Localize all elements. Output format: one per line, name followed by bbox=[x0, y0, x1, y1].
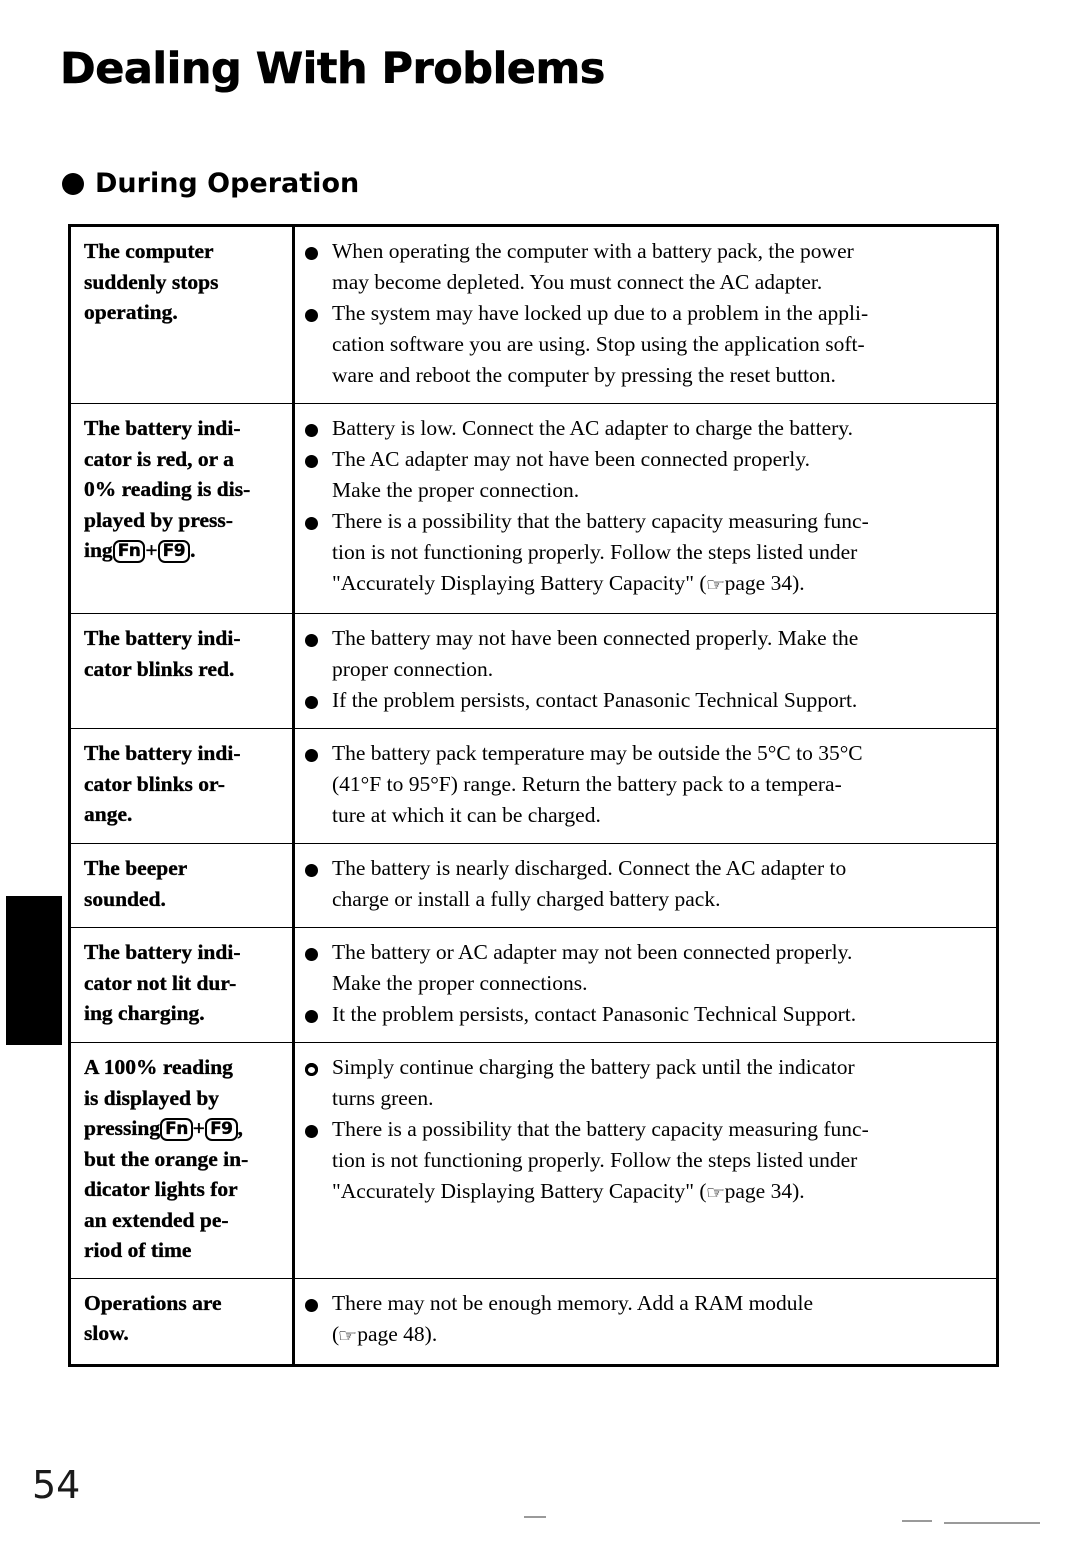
symptom-line: ing Fn + F9 . bbox=[84, 538, 196, 562]
filled-circle-icon bbox=[305, 506, 332, 530]
keycap-f9-icon: F9 bbox=[205, 1118, 237, 1141]
keycap-f9-icon: F9 bbox=[158, 540, 190, 563]
list-item bbox=[305, 738, 986, 831]
ringed-circle-icon bbox=[305, 1052, 332, 1076]
list-item bbox=[305, 413, 986, 444]
list-item bbox=[305, 685, 986, 716]
solution-line: (☞page 48). bbox=[332, 1319, 986, 1352]
filled-circle-icon bbox=[305, 413, 332, 437]
list-item bbox=[305, 298, 986, 391]
solution-line: (41°F to 95°F) range. Return the battery pack to a tempera- bbox=[332, 772, 842, 796]
symptom-cell bbox=[70, 1278, 294, 1365]
solution-line: turns green. bbox=[332, 1086, 434, 1110]
list-item bbox=[305, 506, 986, 601]
table-row bbox=[70, 404, 998, 614]
symptom-line: ange. bbox=[84, 802, 133, 826]
table-row bbox=[70, 729, 998, 844]
symptom-text bbox=[71, 844, 292, 926]
symptom-text bbox=[71, 928, 292, 1041]
symptom-line: cator blinks red. bbox=[84, 656, 235, 681]
solution-line: There is a possibility that the battery capacity measuring func- bbox=[332, 509, 869, 533]
symptom-text bbox=[71, 227, 292, 340]
solution-list bbox=[295, 928, 996, 1042]
solution-list bbox=[295, 729, 996, 843]
solution-text bbox=[332, 413, 986, 444]
solution-line: Make the proper connection. bbox=[332, 478, 580, 502]
solution-line: "Accurately Displaying Battery Capacity" (☞page 34). bbox=[332, 1176, 986, 1209]
chapter-thumb-tab bbox=[6, 896, 62, 1045]
symptom-cell bbox=[70, 404, 294, 614]
solution-cell bbox=[294, 404, 998, 614]
symptom-line: The battery indi- bbox=[84, 416, 241, 440]
solution-list bbox=[295, 227, 996, 403]
solution-line: Make the proper connections. bbox=[332, 971, 588, 995]
solution-line: Battery is low. Connect the AC adapter to charge the battery. bbox=[332, 416, 854, 440]
filled-circle-icon bbox=[305, 236, 332, 260]
solution-text bbox=[332, 1288, 986, 1352]
list-item bbox=[305, 236, 986, 298]
section-heading-label: During Operation bbox=[95, 168, 360, 199]
symptom-text bbox=[71, 404, 292, 578]
solution-cell bbox=[294, 729, 998, 844]
list-item bbox=[305, 999, 986, 1030]
solution-line: ture at which it can be charged. bbox=[332, 803, 601, 827]
solution-text bbox=[332, 298, 986, 391]
list-item bbox=[305, 444, 986, 506]
list-item bbox=[305, 853, 986, 915]
symptom-text bbox=[71, 1279, 292, 1361]
filled-circle-icon bbox=[305, 937, 332, 961]
section-heading bbox=[62, 168, 359, 199]
keycap-fn-icon: Fn bbox=[113, 540, 146, 563]
symptom-line: slow. bbox=[84, 1321, 129, 1345]
symptom-line: Operations are bbox=[84, 1290, 222, 1315]
symptom-line: The battery indi- bbox=[84, 940, 241, 964]
scan-artifact-mark bbox=[524, 1516, 546, 1518]
symptom-line: 0% reading is dis- bbox=[84, 477, 251, 501]
pointing-hand-icon: ☞ bbox=[337, 1324, 358, 1347]
symptom-line: pressing Fn + F9 , bbox=[84, 1116, 243, 1140]
keycap-fn-icon: Fn bbox=[160, 1118, 193, 1141]
solution-line: The system may have locked up due to a problem in the appli- bbox=[332, 301, 869, 325]
symptom-text bbox=[71, 729, 292, 842]
solution-text bbox=[332, 623, 986, 685]
solution-list bbox=[295, 1043, 996, 1221]
symptom-line: ing charging. bbox=[84, 1001, 205, 1025]
filled-circle-icon bbox=[305, 999, 332, 1023]
troubleshooting-table bbox=[68, 224, 999, 1367]
filled-circle-icon bbox=[305, 623, 332, 647]
scan-artifact-mark bbox=[944, 1522, 1040, 1524]
symptom-line: played by press- bbox=[84, 507, 233, 532]
solution-cell bbox=[294, 226, 998, 404]
symptom-line: but the orange in- bbox=[84, 1146, 249, 1171]
solution-line: When operating the computer with a battery pack, the power bbox=[332, 239, 854, 263]
symptom-line: sounded. bbox=[84, 886, 166, 911]
solution-list bbox=[295, 614, 996, 728]
solution-text bbox=[332, 236, 986, 298]
filled-circle-icon bbox=[62, 173, 84, 195]
solution-text bbox=[332, 738, 986, 831]
solution-line: Simply continue charging the battery pack until the indicator bbox=[332, 1055, 855, 1079]
symptom-line: cator is red, or a bbox=[84, 446, 234, 471]
solution-cell bbox=[294, 928, 998, 1043]
solution-cell bbox=[294, 1043, 998, 1279]
list-item bbox=[305, 1288, 986, 1352]
solution-line: may become depleted. You must connect the AC adapter. bbox=[332, 270, 823, 294]
list-item bbox=[305, 1114, 986, 1209]
solution-line: "Accurately Displaying Battery Capacity" (☞page 34). bbox=[332, 568, 986, 601]
symptom-line: is displayed by bbox=[84, 1085, 220, 1110]
solution-text bbox=[332, 853, 986, 915]
solution-line: proper connection. bbox=[332, 657, 494, 681]
symptom-line: suddenly stops bbox=[84, 269, 219, 294]
solution-line: tion is not functioning properly. Follow the steps listed under bbox=[332, 1148, 858, 1172]
solution-list bbox=[295, 1279, 996, 1364]
solution-line: charge or install a fully charged battery pack. bbox=[332, 887, 721, 911]
symptom-cell bbox=[70, 729, 294, 844]
solution-line: It the problem persists, contact Panasonic Technical Support. bbox=[332, 1002, 857, 1026]
filled-circle-icon bbox=[305, 853, 332, 877]
page-number: 54 bbox=[32, 1463, 81, 1507]
solution-line: ware and reboot the computer by pressing the reset button. bbox=[332, 363, 836, 387]
table-row bbox=[70, 928, 998, 1043]
scan-artifact-mark bbox=[902, 1520, 932, 1522]
table-row bbox=[70, 226, 998, 404]
solution-line: If the problem persists, contact Panasonic Technical Support. bbox=[332, 688, 858, 712]
page-title: Dealing With Problems bbox=[60, 44, 605, 94]
symptom-cell bbox=[70, 614, 294, 729]
filled-circle-icon bbox=[305, 298, 332, 322]
solution-list bbox=[295, 404, 996, 613]
solution-list bbox=[295, 844, 996, 927]
symptom-line: an extended pe- bbox=[84, 1207, 229, 1232]
solution-line: There is a possibility that the battery capacity measuring func- bbox=[332, 1117, 869, 1141]
symptom-line: The computer bbox=[84, 239, 214, 263]
table-row bbox=[70, 1043, 998, 1279]
solution-text bbox=[332, 1052, 986, 1114]
list-item bbox=[305, 1052, 986, 1114]
symptom-cell bbox=[70, 226, 294, 404]
symptom-line: dicator lights for bbox=[84, 1177, 238, 1201]
symptom-cell bbox=[70, 1043, 294, 1279]
symptom-line: cator not lit dur- bbox=[84, 970, 237, 995]
filled-circle-icon bbox=[305, 738, 332, 762]
solution-cell bbox=[294, 614, 998, 729]
solution-line: There may not be enough memory. Add a RAM module bbox=[332, 1290, 814, 1315]
symptom-line: The beeper bbox=[84, 856, 188, 880]
solution-text bbox=[332, 685, 986, 716]
symptom-cell bbox=[70, 844, 294, 928]
table-row bbox=[70, 614, 998, 729]
list-item bbox=[305, 623, 986, 685]
symptom-text bbox=[71, 614, 292, 696]
solution-cell bbox=[294, 1278, 998, 1365]
solution-line: The battery is nearly discharged. Connect the AC adapter to bbox=[332, 856, 847, 880]
pointing-hand-icon: ☞ bbox=[705, 1182, 725, 1204]
filled-circle-icon bbox=[305, 444, 332, 468]
symptom-line: The battery indi- bbox=[84, 626, 241, 650]
symptom-line: operating. bbox=[84, 300, 178, 324]
solution-line: The battery may not have been connected properly. Make the bbox=[332, 626, 859, 650]
symptom-text bbox=[71, 1043, 292, 1278]
symptom-line: A 100% reading bbox=[84, 1055, 233, 1079]
filled-circle-icon bbox=[305, 685, 332, 709]
solution-line: The battery pack temperature may be outside the 5°C to 35°C bbox=[332, 741, 863, 765]
filled-circle-icon bbox=[305, 1288, 332, 1312]
solution-line: cation software you are using. Stop using the application soft- bbox=[332, 332, 865, 356]
solution-text bbox=[332, 506, 986, 601]
solution-text bbox=[332, 937, 986, 999]
symptom-line: The battery indi- bbox=[84, 741, 241, 765]
solution-text bbox=[332, 1114, 986, 1209]
solution-line: The AC adapter may not have been connected properly. bbox=[332, 447, 810, 471]
solution-line: The battery or AC adapter may not been connected properly. bbox=[332, 940, 853, 964]
symptom-cell bbox=[70, 928, 294, 1043]
symptom-line: riod of time bbox=[84, 1238, 192, 1262]
pointing-hand-icon: ☞ bbox=[705, 574, 725, 596]
symptom-line: cator blinks or- bbox=[84, 771, 225, 796]
solution-cell bbox=[294, 844, 998, 928]
list-item bbox=[305, 937, 986, 999]
solution-text bbox=[332, 444, 986, 506]
filled-circle-icon bbox=[305, 1114, 332, 1138]
solution-line: tion is not functioning properly. Follow the steps listed under bbox=[332, 540, 858, 564]
table-row bbox=[70, 1278, 998, 1365]
table-row bbox=[70, 844, 998, 928]
solution-text bbox=[332, 999, 986, 1030]
